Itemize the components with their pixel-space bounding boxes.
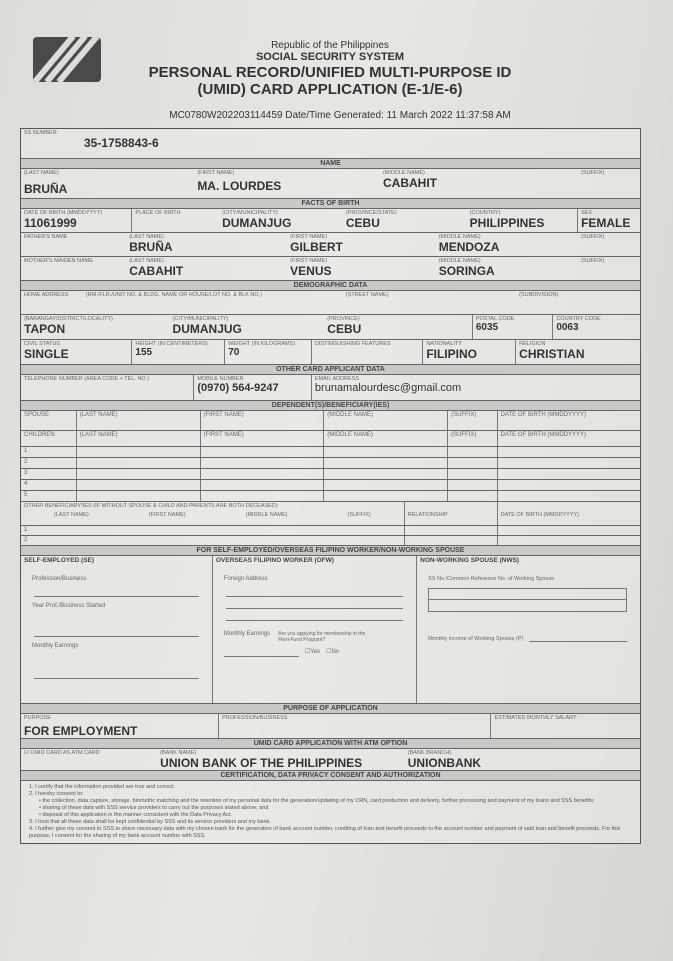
bank-name: UNION BANK OF THE PHILIPPINES bbox=[160, 756, 363, 770]
city-label: (CITY/MUNICIPALITY) bbox=[172, 316, 229, 322]
mother-middle-label: (MIDDLE NAME) bbox=[438, 258, 481, 264]
nws-income-field[interactable] bbox=[529, 630, 627, 642]
sex-label: SEX bbox=[581, 210, 593, 216]
height-label: HEIGHT (IN CENTIMETERS) bbox=[135, 341, 208, 347]
profession-label: PROFESSION/BUSINESS bbox=[222, 715, 288, 721]
salary-label: ESTIMATED MONTHLY SALARY bbox=[494, 715, 577, 721]
flexi-fund-question: Are you applying for membership in the Flexi-Fund Program? bbox=[278, 631, 366, 643]
ofw-address-field[interactable] bbox=[226, 585, 403, 597]
mobile-label: MOBILE NUMBER bbox=[197, 376, 244, 382]
ofw-address-field-3[interactable] bbox=[226, 609, 403, 621]
table-cell[interactable] bbox=[448, 447, 498, 457]
table-cell bbox=[324, 431, 448, 446]
column-label: (SUFFIX) bbox=[451, 432, 477, 438]
ofw-address-field-2[interactable] bbox=[226, 597, 403, 609]
se-earnings-field[interactable] bbox=[34, 667, 199, 679]
father-last: BRUÑA bbox=[129, 240, 173, 254]
mother-middle: SORINGA bbox=[438, 264, 495, 278]
table-cell bbox=[448, 431, 498, 446]
section-other-data: OTHER CARD APPLICANT DATA bbox=[21, 365, 640, 375]
certification-line: 3. I trust that all these data shall be kept confidential by SSS and its service providers and my bank. bbox=[29, 819, 271, 825]
suffix-label: (SUFFIX) bbox=[581, 170, 605, 176]
table-cell bbox=[201, 411, 325, 430]
se-year-label: Year Prof./Business Started bbox=[32, 603, 106, 609]
table-cell[interactable] bbox=[448, 458, 498, 468]
other-beneficiary-columns bbox=[24, 512, 401, 518]
table-cell[interactable] bbox=[201, 491, 325, 501]
table-row bbox=[21, 469, 640, 480]
table-cell[interactable] bbox=[498, 469, 640, 479]
table-cell[interactable] bbox=[498, 480, 640, 490]
bank-branch: UNIONBANK bbox=[407, 756, 482, 770]
nws-ss-label: SS No./Common Reference No. of Working Spouse bbox=[428, 576, 555, 582]
dob-label: DATE OF BIRTH (MMDDYYYY) bbox=[500, 512, 579, 518]
section-purpose: PURPOSE OF APPLICATION bbox=[21, 704, 640, 714]
table-cell[interactable] bbox=[324, 491, 448, 501]
column-label: 5 bbox=[24, 492, 28, 498]
table-cell[interactable] bbox=[448, 469, 498, 479]
se-profession-label: Profession/Business bbox=[32, 576, 87, 582]
father-middle-label: (MIDDLE NAME) bbox=[438, 234, 481, 240]
atm-checkbox-label: UMID CARD AS ATM CARD bbox=[30, 750, 100, 756]
se-year-field[interactable] bbox=[34, 625, 199, 637]
barangay-label: (BARANGAY/DISTRICT/LOCALITY) bbox=[24, 316, 113, 322]
telephone-label: TELEPHONE NUMBER (AREA CODE + TEL. NO.) bbox=[24, 376, 150, 382]
birth-city-label: (CITY/MUNICIPALITY) bbox=[222, 210, 278, 216]
email-label: EMAIL ADDRESS bbox=[314, 376, 360, 382]
home-address-label: HOME ADDRESS bbox=[24, 292, 69, 298]
father-first: GILBERT bbox=[290, 240, 343, 254]
street-label: (STREET NAME) bbox=[345, 292, 389, 298]
other-beneficiary-header bbox=[21, 502, 640, 526]
section-name: NAME bbox=[21, 159, 640, 169]
nws-title: NON-WORKING SPOUSE (NWS) bbox=[420, 557, 520, 564]
column-label: 2 bbox=[24, 537, 28, 543]
dob-label: DATE OF BIRTH (MMDDYYYY) bbox=[24, 210, 103, 216]
civil-label: CIVIL STATUS bbox=[24, 341, 60, 347]
religion: CHRISTIAN bbox=[519, 347, 585, 361]
middle-name: CABAHIT bbox=[383, 176, 437, 190]
se-title: SELF-EMPLOYED (SE) bbox=[24, 557, 95, 564]
column-label: DATE OF BIRTH (MMDDYYYY) bbox=[500, 412, 587, 418]
nws-ss-field[interactable] bbox=[428, 588, 627, 612]
father-suffix-label: (SUFFIX) bbox=[581, 234, 605, 240]
section-birth: FACTS OF BIRTH bbox=[21, 199, 640, 209]
section-certification: CERTIFICATION, DATA PRIVACY CONSENT AND AUTHORIZATION bbox=[21, 771, 640, 781]
purpose: FOR EMPLOYMENT bbox=[24, 724, 138, 738]
country-code: 0063 bbox=[556, 322, 579, 333]
father-first-label: (FIRST NAME) bbox=[290, 234, 328, 240]
column-label: (MIDDLE NAME) bbox=[245, 512, 288, 518]
branch-label: (BANK BRANCH) bbox=[407, 750, 452, 756]
se-earnings-label: Monthly Earnings bbox=[32, 643, 79, 649]
header-title: PERSONAL RECORD/UNIFIED MULTI-PURPOSE ID bbox=[148, 64, 512, 81]
column-label: (LAST NAME) bbox=[79, 432, 118, 438]
last-name: BRUÑA bbox=[24, 182, 68, 196]
barangay: TAPON bbox=[24, 322, 66, 336]
column-label: (SUFFIX) bbox=[451, 412, 477, 418]
father-middle: MENDOZA bbox=[438, 240, 500, 254]
ss-label: SS NUMBER bbox=[24, 130, 57, 136]
mother-first-label: (FIRST NAME) bbox=[290, 258, 328, 264]
first-name: MA. LOURDES bbox=[197, 179, 282, 193]
ss-number: 35-1758843-6 bbox=[84, 136, 159, 150]
column-label: (MIDDLE NAME) bbox=[327, 412, 373, 418]
birth-country-label: (COUNTRY) bbox=[469, 210, 501, 216]
column-label: 2 bbox=[24, 459, 28, 465]
table-row bbox=[21, 526, 640, 536]
civil-status: SINGLE bbox=[24, 347, 69, 361]
column-label: (FIRST NAME) bbox=[203, 412, 244, 418]
table-cell[interactable] bbox=[77, 447, 201, 457]
table-cell[interactable] bbox=[405, 536, 498, 545]
dob: 11061999 bbox=[24, 216, 77, 230]
table-cell[interactable] bbox=[201, 480, 325, 490]
birth-province: CEBU bbox=[345, 216, 380, 230]
birth-province-label: (PROVINCE/STATE) bbox=[345, 210, 397, 216]
table-cell[interactable] bbox=[498, 447, 640, 457]
column-label: (MIDDLE NAME) bbox=[327, 432, 373, 438]
table-cell bbox=[77, 411, 201, 430]
mother-last-label: (LAST NAME) bbox=[129, 258, 164, 264]
table-cell[interactable] bbox=[77, 491, 201, 501]
weight-label: WEIGHT (IN KILOGRAMS) bbox=[228, 341, 296, 347]
unit-label: (RM./FLR./UNIT NO. & BLDG. NAME OR HOUSE/LOT NO. & BLK NO.) bbox=[85, 292, 263, 298]
table-cell[interactable] bbox=[324, 480, 448, 490]
column-label: (FIRST NAME) bbox=[203, 432, 244, 438]
table-cell bbox=[498, 431, 640, 446]
table-cell bbox=[324, 411, 448, 430]
other-beneficiary-label: OTHER BENEFICIARY/IES (IF WITHOUT SPOUSE & CHILD AND PARENTS ARE BOTH DECEASED) bbox=[24, 503, 278, 509]
section-dependents: DEPENDENT(S)/BENEFICIARY(IES) bbox=[21, 401, 640, 411]
table-row bbox=[21, 411, 640, 431]
column-label: 3 bbox=[24, 470, 28, 476]
nationality-label: NATIONALITY bbox=[426, 341, 462, 347]
email: brunamalourdesc@gmail.com bbox=[314, 382, 462, 394]
table-cell bbox=[21, 431, 77, 446]
no-checkbox[interactable]: ☐No bbox=[326, 648, 340, 655]
first-name-label: (FIRST NAME) bbox=[197, 170, 235, 176]
table-cell bbox=[448, 411, 498, 430]
bank-label: (BANK NAME) bbox=[160, 750, 197, 756]
certification-line: • the collection, data capture, storage, biometric matching and the retention of my personal data for the generation/updating of my CRN, card production and delivery, further processing and payment of my loans and SSS benefits; bbox=[39, 798, 595, 804]
nationality: FILIPINO bbox=[426, 347, 477, 361]
table-cell[interactable] bbox=[77, 458, 201, 468]
ofw-earnings-field[interactable] bbox=[224, 645, 299, 657]
certification-line: • disposal of this application in the manner consistent with the Data Privacy Act. bbox=[39, 812, 232, 818]
province: CEBU bbox=[327, 322, 362, 336]
postal-label: POSTAL CODE bbox=[475, 316, 515, 322]
yes-label: Yes bbox=[310, 648, 321, 655]
table-cell[interactable] bbox=[448, 491, 498, 501]
table-row bbox=[21, 491, 640, 502]
column-label: (SUFFIX) bbox=[347, 512, 371, 518]
table-cell bbox=[21, 411, 77, 430]
height: 155 bbox=[135, 347, 153, 358]
mobile-number: (0970) 564-9247 bbox=[197, 382, 279, 394]
table-cell[interactable] bbox=[405, 526, 498, 535]
table-cell[interactable] bbox=[324, 447, 448, 457]
table-cell bbox=[21, 469, 77, 479]
table-cell[interactable] bbox=[498, 491, 640, 501]
table-row bbox=[21, 431, 640, 447]
table-cell bbox=[21, 491, 77, 501]
table-cell bbox=[498, 411, 640, 430]
column-label: CHILDREN bbox=[24, 432, 55, 438]
column-label: 1 bbox=[24, 527, 28, 533]
table-cell[interactable] bbox=[77, 469, 201, 479]
table-cell[interactable] bbox=[498, 458, 640, 468]
table-cell[interactable] bbox=[498, 536, 640, 545]
birth-city: DUMANJUG bbox=[222, 216, 292, 230]
birth-country: PHILIPPINES bbox=[469, 216, 545, 230]
header-republic: Republic of the Philippines bbox=[271, 40, 389, 51]
certification-line: 2. I hereby consent to: bbox=[29, 791, 84, 797]
column-label: DATE OF BIRTH (MMDDYYYY) bbox=[500, 432, 587, 438]
column-label: (FIRST NAME) bbox=[148, 512, 186, 518]
table-cell[interactable] bbox=[324, 469, 448, 479]
section-self-employed: FOR SELF-EMPLOYED/OVERSEAS FILIPINO WORKER/NON-WORKING SPOUSE bbox=[21, 546, 640, 556]
table-row bbox=[21, 480, 640, 491]
table-cell[interactable] bbox=[77, 480, 201, 490]
ofw-title: OVERSEAS FILIPINO WORKER (OFW) bbox=[215, 557, 334, 564]
sss-logo bbox=[33, 37, 101, 82]
country-code-label: COUNTRY CODE bbox=[556, 316, 601, 322]
table-cell[interactable] bbox=[448, 480, 498, 490]
dependents-table bbox=[21, 411, 640, 546]
table-cell[interactable] bbox=[498, 526, 640, 535]
middle-name-label: (MIDDLE NAME) bbox=[383, 170, 425, 176]
atm-checkbox[interactable]: ☑ UMID CARD AS ATM CARD bbox=[24, 750, 100, 756]
table-cell bbox=[21, 458, 77, 468]
column-label: 4 bbox=[24, 481, 28, 487]
certification-line: 1. I certify that the information provided are true and correct. bbox=[29, 784, 176, 790]
certification-line: 4. I further give my consent to SSS to share necessary data with my chosen bank for the generation of bank account number, crediting of loan and benefit proceeds to the account number and payment of said loan and benefit proceeds. For this purpose, I consent for the sharing of my bank account number with SSS. bbox=[29, 826, 621, 839]
certification-line: • sharing of these data with SSS service providers to carry out the purposes stated above; and bbox=[39, 805, 269, 811]
column-label: SPOUSE bbox=[24, 412, 50, 418]
header-reference: MC0780W202203114459 Date/Time Generated: 11 March 2022 11:37:58 AM bbox=[169, 110, 511, 121]
religion-label: RELIGION bbox=[519, 341, 546, 347]
place-label: PLACE OF BIRTH bbox=[135, 210, 181, 216]
city: DUMANJUG bbox=[172, 322, 242, 336]
relationship-label: RELATIONSHIP bbox=[407, 512, 448, 518]
table-cell[interactable] bbox=[201, 447, 325, 457]
last-name-label: (LAST NAME) bbox=[24, 170, 59, 176]
nws-income-label: Monthly income of Working Spouse (P) bbox=[428, 636, 524, 642]
table-row bbox=[21, 458, 640, 469]
purpose-label: PURPOSE bbox=[24, 715, 51, 721]
subdivision-label: (SUBDIVISION) bbox=[519, 292, 559, 298]
column-label: (LAST NAME) bbox=[79, 412, 118, 418]
weight: 70 bbox=[228, 347, 240, 358]
mother-label: MOTHER'S MAIDEN NAME bbox=[24, 258, 93, 264]
father-last-label: (LAST NAME) bbox=[129, 234, 164, 240]
section-demographic: DEMOGRAPHIC DATA bbox=[21, 281, 640, 291]
father-label: FATHER'S NAME bbox=[24, 234, 68, 240]
table-cell bbox=[21, 526, 405, 535]
table-cell[interactable] bbox=[201, 458, 325, 468]
umid-form bbox=[20, 128, 641, 844]
column-label: 1 bbox=[24, 448, 28, 454]
table-row bbox=[21, 447, 640, 458]
mother-last: CABAHIT bbox=[129, 264, 184, 278]
section-atm: UMID CARD APPLICATION WITH ATM OPTION bbox=[21, 739, 640, 749]
table-cell bbox=[21, 447, 77, 457]
se-profession-field[interactable] bbox=[34, 585, 199, 597]
column-label: (LAST NAME) bbox=[54, 512, 89, 518]
mother-first: VENUS bbox=[290, 264, 332, 278]
yes-checkbox[interactable]: ☐Yes bbox=[304, 648, 321, 655]
postal-code: 6035 bbox=[475, 322, 499, 333]
certification-text bbox=[21, 781, 640, 843]
table-row bbox=[21, 536, 640, 546]
table-cell bbox=[201, 431, 325, 446]
header-subtitle: (UMID) CARD APPLICATION (E-1/E-6) bbox=[197, 81, 463, 98]
no-label: No bbox=[331, 648, 340, 655]
ofw-address-label: Foreign Address bbox=[223, 576, 268, 582]
features-label: DISTINGUISHING FEATURES bbox=[314, 341, 391, 347]
table-cell[interactable] bbox=[324, 458, 448, 468]
header-agency: SOCIAL SECURITY SYSTEM bbox=[255, 51, 405, 63]
mother-suffix-label: (SUFFIX) bbox=[581, 258, 605, 264]
sex: FEMALE bbox=[581, 216, 631, 230]
table-cell bbox=[21, 480, 77, 490]
table-cell bbox=[21, 536, 405, 545]
table-cell[interactable] bbox=[201, 469, 325, 479]
table-cell bbox=[77, 431, 201, 446]
ofw-earnings-label: Monthly Earnings bbox=[223, 631, 271, 637]
province-label: (PROVINCE) bbox=[327, 316, 360, 322]
